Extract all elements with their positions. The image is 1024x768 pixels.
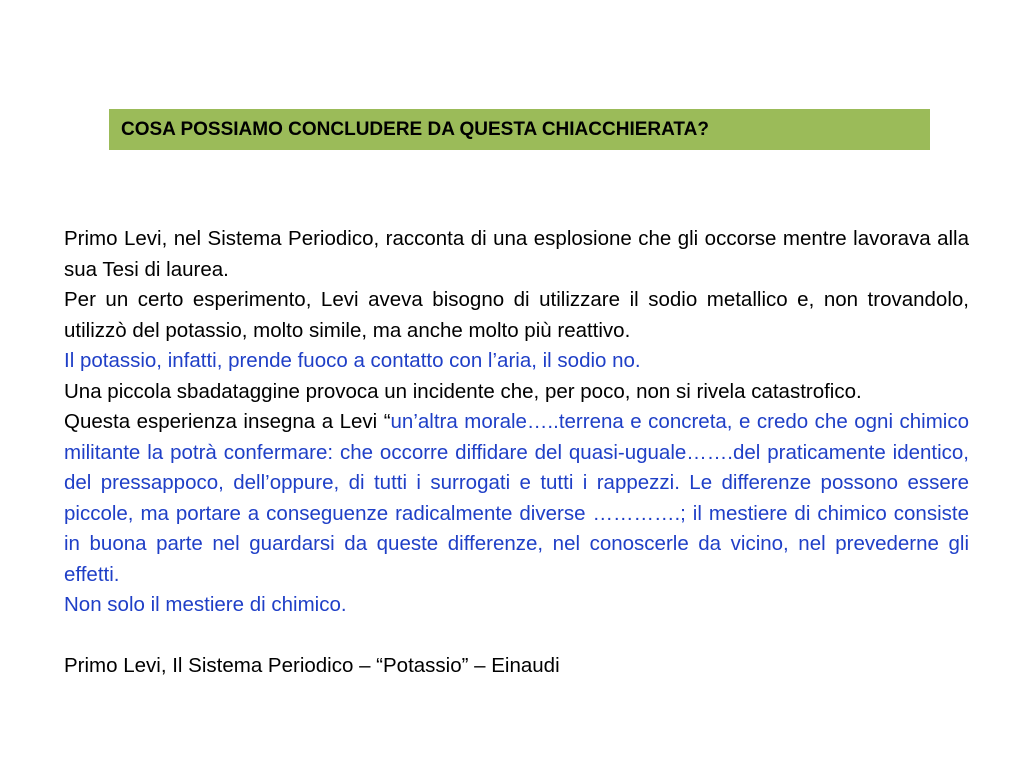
lesson-quote-text: un’altra morale…..terrena e concreta, e credo che ogni chimico militante la potrà confermare: che occorre diffidare del quasi-uguale…….del praticamente identico, del pressappoco, dell’oppure, di tutti i surrogati e tutti i rappezzi. Le differenze possono essere piccole, ma portare a conseguenze radicalmente diverse ………….; il mestiere di chimico consiste in buona parte nel guardarsi da queste differenze, nel conoscerle da vicino, nel prevederne gli effetti. bbox=[64, 410, 969, 586]
slide-title-box bbox=[109, 109, 930, 150]
paragraph-incident: Una piccola sbadataggine provoca un incidente che, per poco, non si rivela catastrofico. bbox=[64, 379, 862, 403]
paragraph-conclusion: Non solo il mestiere di chimico. bbox=[64, 593, 347, 616]
slide-title: COSA POSSIAMO CONCLUDERE DA QUESTA CHIACCHIERATA? bbox=[121, 118, 709, 140]
paragraph-intro: Primo Levi, nel Sistema Periodico, racconta di una esplosione che gli occorse mentre lavorava alla sua Tesi di laurea. bbox=[64, 227, 969, 281]
lesson-intro-text: Questa esperienza insegna a Levi “ bbox=[64, 410, 391, 433]
slide-body bbox=[64, 224, 969, 682]
paragraph-lesson bbox=[64, 407, 969, 590]
blank-line bbox=[64, 621, 969, 652]
paragraph-potassium-fact: Il potassio, infatti, prende fuoco a contatto con l’aria, il sodio no. bbox=[64, 349, 641, 372]
paragraph-experiment: Per un certo esperimento, Levi aveva bisogno di utilizzare il sodio metallico e, non trovandolo, utilizzò del potassio, molto simile, ma anche molto più reattivo. bbox=[64, 288, 969, 342]
source-citation: Primo Levi, Il Sistema Periodico – “Potassio” – Einaudi bbox=[64, 654, 560, 677]
